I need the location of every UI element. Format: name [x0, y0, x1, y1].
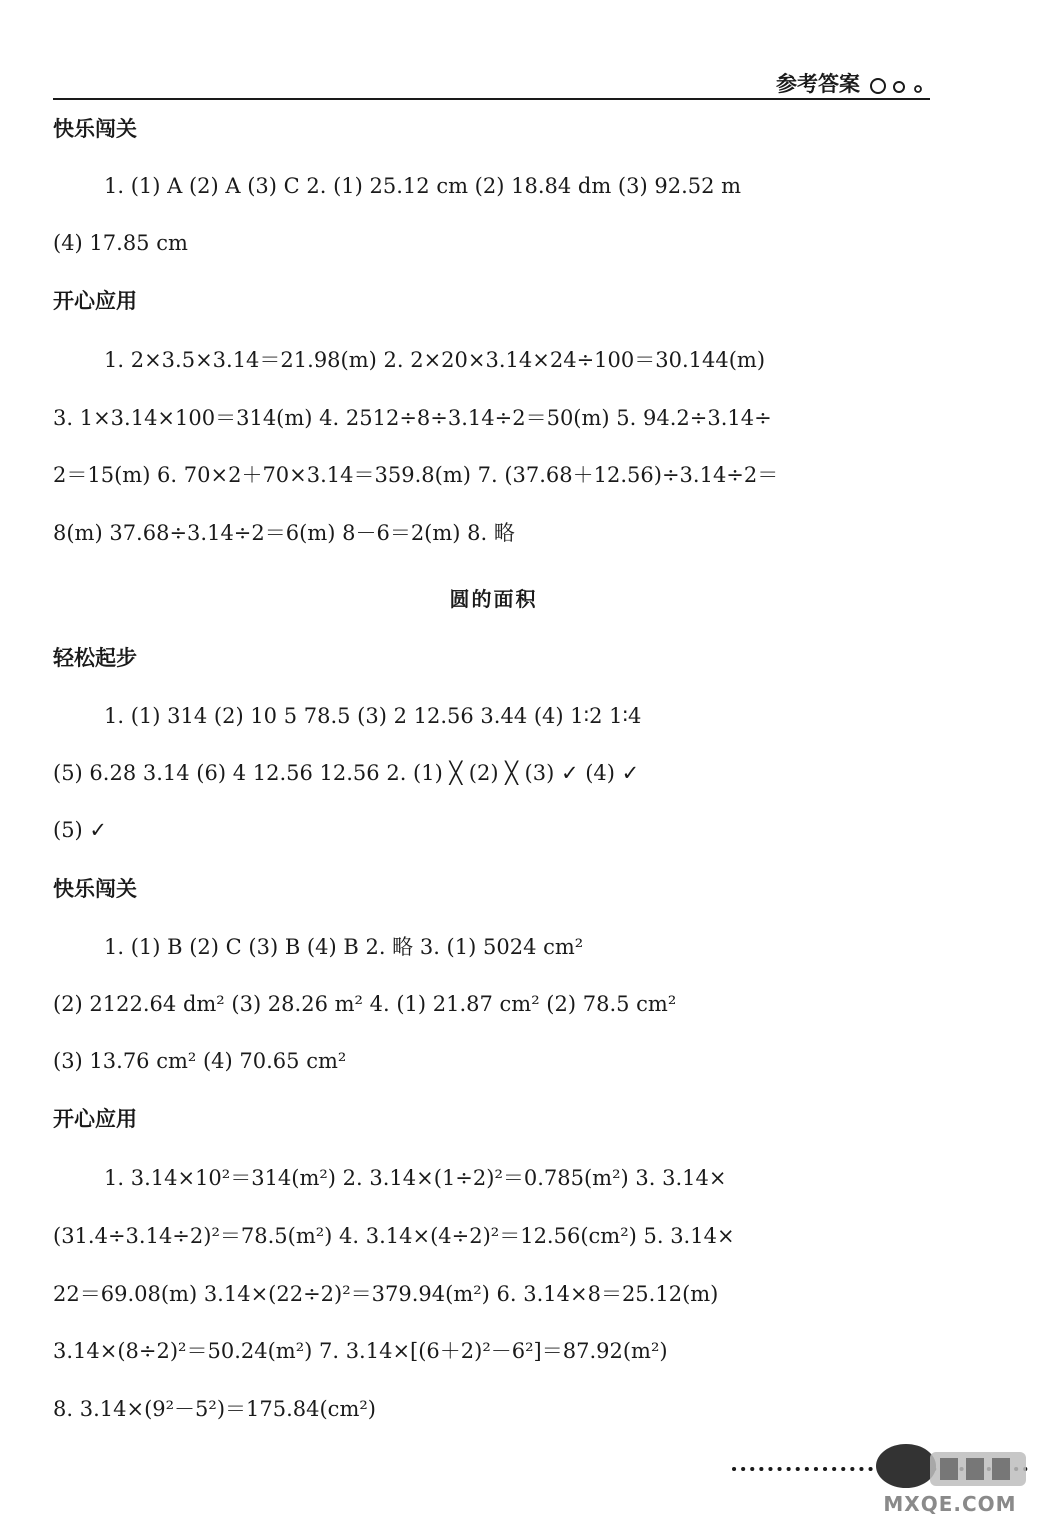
- section-heading-happy-pass-2: 快乐闯关: [53, 877, 137, 901]
- answer-line: 22＝69.08(m) 3.14×(22÷2)²＝379.94(m²) 6. 3.14×8＝25.12(m): [53, 1282, 719, 1306]
- answer-line: (5) 6.28 3.14 (6) 4 12.56 12.56 2. (1) ╳ (2) ╳ (3) ✓ (4) ✓: [53, 761, 640, 785]
- chapter-title: 圆的面积: [449, 587, 538, 611]
- answer-line: (4) 17.85 cm: [53, 231, 188, 255]
- answer-line: 2＝15(m) 6. 70×2＋70×3.14＝359.8(m) 7. (37.68＋12.56)÷3.14÷2＝: [53, 463, 779, 487]
- answer-line: 3.14×(8÷2)²＝50.24(m²) 7. 3.14×[(6＋2)²－6²]＝87.92(m²): [53, 1339, 668, 1363]
- answer-line: 8(m) 37.68÷3.14÷2＝6(m) 8－6＝2(m) 8. 略: [53, 521, 515, 545]
- answer-line: (2) 2122.64 dm² (3) 28.26 m² 4. (1) 21.87 cm² (2) 78.5 cm²: [53, 992, 677, 1016]
- answer-line: 1. (1) B (2) C (3) B (4) B 2. 略 3. (1) 5024 cm²: [104, 935, 584, 959]
- section-heading-easy-start: 轻松起步: [53, 646, 137, 670]
- answer-line: 1. (1) A (2) A (3) C 2. (1) 25.12 cm (2) 18.84 dm (3) 92.52 m: [104, 174, 742, 198]
- watermark-text: MXQE.COM: [883, 1492, 1017, 1516]
- section-heading-application-2: 开心应用: [53, 1107, 137, 1131]
- answer-line: (3) 13.76 cm² (4) 70.65 cm²: [53, 1049, 347, 1073]
- page-header-title: 参考答案: [776, 72, 860, 96]
- answer-line: 8. 3.14×(9²－5²)＝175.84(cm²): [53, 1397, 376, 1421]
- answer-line: 1. (1) 314 (2) 10 5 78.5 (3) 2 12.56 3.44 (4) 1∶2 1∶4: [104, 704, 642, 728]
- answer-line: 3. 1×3.14×100＝314(m) 4. 2512÷8÷3.14÷2＝50(m) 5. 94.2÷3.14÷: [53, 406, 772, 430]
- header-rule: [53, 98, 930, 100]
- section-heading-application-1: 开心应用: [53, 289, 137, 313]
- answer-line: 1. 3.14×10²＝314(m²) 2. 3.14×(1÷2)²＝0.785(m²) 3. 3.14×: [104, 1166, 727, 1190]
- header-circles-decoration: [868, 76, 930, 96]
- watermark-logo-icon: [870, 1430, 1030, 1492]
- answer-line: (5) ✓: [53, 818, 108, 842]
- answer-line: 1. 2×3.5×3.14＝21.98(m) 2. 2×20×3.14×24÷100＝30.144(m): [104, 348, 766, 372]
- watermark: [870, 1430, 1030, 1522]
- section-heading-happy-pass-1: 快乐闯关: [53, 117, 137, 141]
- answer-line: (31.4÷3.14÷2)²＝78.5(m²) 4. 3.14×(4÷2)²＝12.56(cm²) 5. 3.14×: [53, 1224, 735, 1248]
